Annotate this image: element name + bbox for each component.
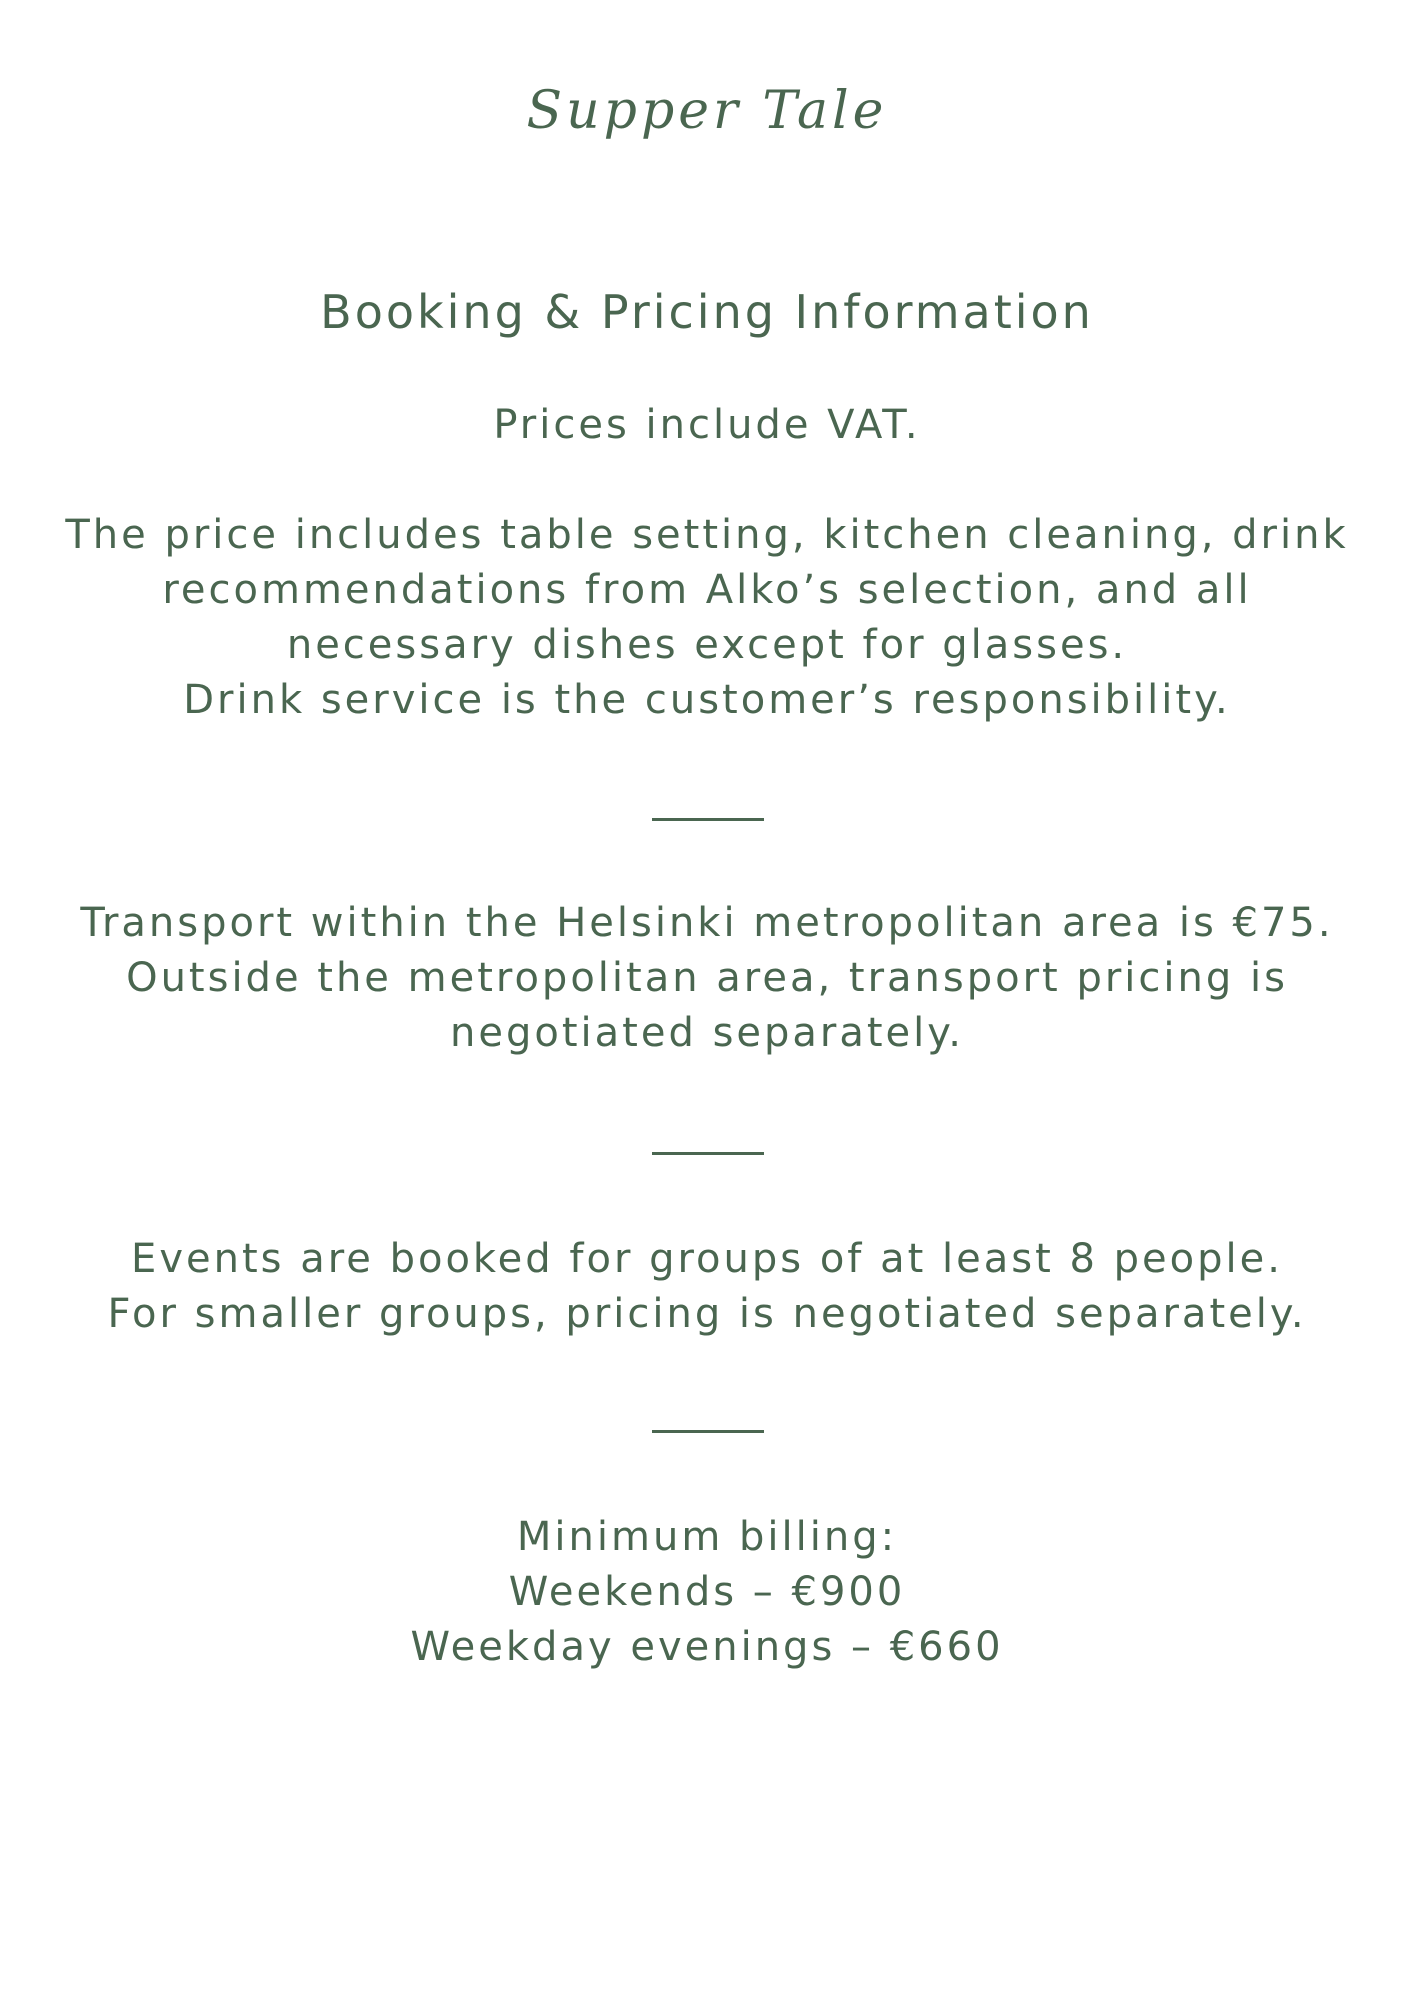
brand-title: Supper Tale [526,81,888,141]
section-divider [652,818,764,821]
inclusions-line: necessary dishes except for glasses. [286,622,1128,668]
transport-line: negotiated separately. [450,1010,964,1056]
section-divider [652,1430,764,1433]
minimum-billing-line: Minimum billing: [516,1514,898,1560]
inclusions-line: The price includes table setting, kitchen cleaning, drink [65,512,1349,558]
groups-line: For smaller groups, pricing is negotiated separately. [107,1291,1307,1337]
transport-paragraph [60,896,1354,1061]
minimum-billing-line: Weekday evenings – €660 [410,1624,1004,1670]
transport-line: Outside the metropolitan area, transport pricing is [126,955,1288,1001]
inclusions-line: recommendations from Alko’s selection, and all [162,567,1252,613]
inclusions-paragraph [60,508,1354,728]
section-divider [652,1152,764,1155]
vat-note-line: Prices include VAT. [493,402,921,448]
transport-line: Transport within the Helsinki metropolitan area is €75. [80,900,1334,946]
minimum-billing-paragraph [60,1510,1354,1675]
inclusions-line: Drink service is the customer’s responsibility. [183,677,1231,723]
groups-line: Events are booked for groups of at least 8 people. [131,1236,1283,1282]
vat-note [60,398,1354,453]
page-heading: Booking & Pricing Information [320,285,1094,339]
groups-paragraph [60,1232,1354,1342]
minimum-billing-line: Weekends – €900 [508,1569,906,1615]
